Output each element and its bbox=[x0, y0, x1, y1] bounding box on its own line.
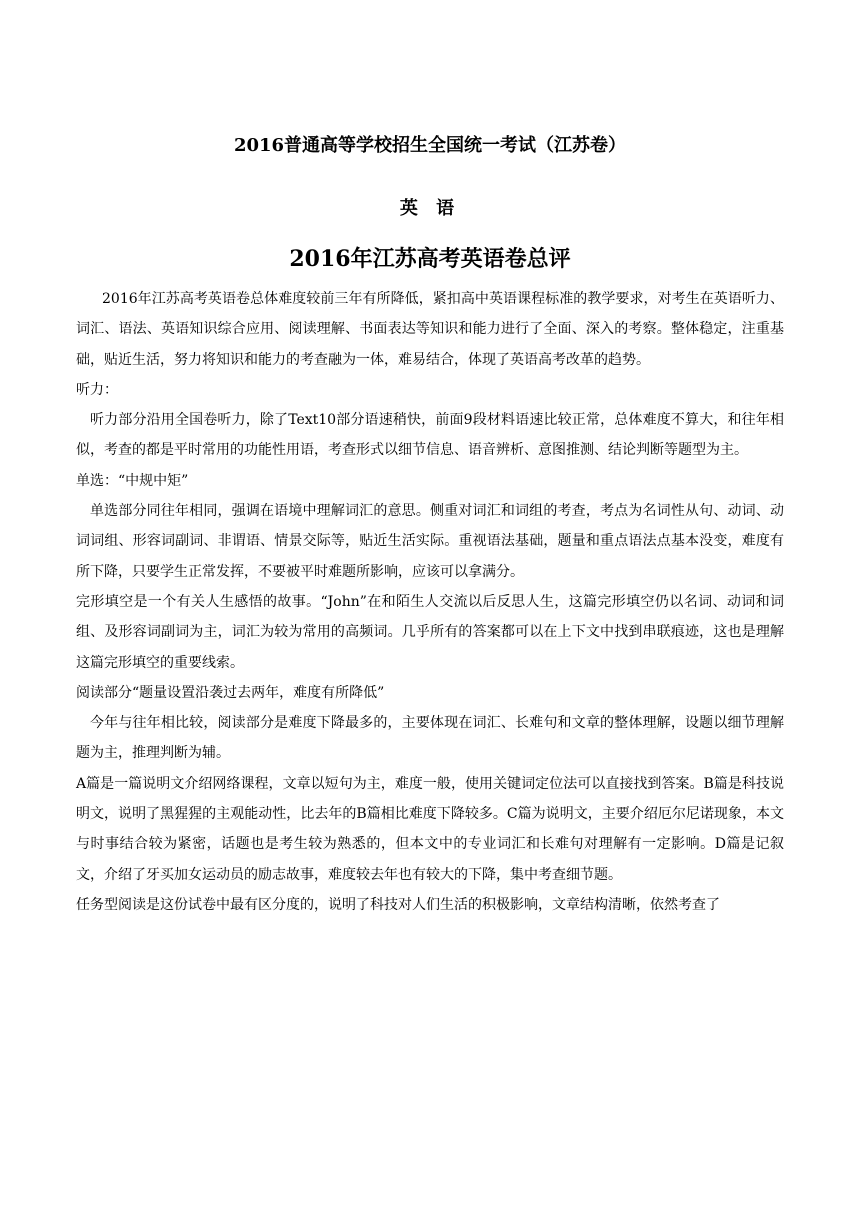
section-heading-single-choice: 单选：“中规中矩” bbox=[76, 472, 189, 489]
paragraph-reading-passages: A篇是一篇说明文介绍网络课程，文章以短句为主，难度一般，使用关键词定位法可以直接找到答案。B篇是科技说明文，说明了黑猩猩的主观能动性，比去年的B篇相比难度下降较多。C篇为说明文，主要介绍厄尔尼诺现象，本文与时事结合较为紧密，话题也是考生较为熟悉的，但本文中的专业词汇和长难句对理解有一定影响。D篇是记叙文，介绍了牙买加女运动员的励志故事，难度较去年也有较大的下降，集中考查细节题。 bbox=[76, 775, 784, 883]
exam-title: 2016普通高等学校招生全国统一考试（江苏卷） bbox=[233, 135, 627, 156]
paragraph-reading-overview: 今年与往年相比较，阅读部分是难度下降最多的，主要体现在词汇、长难句和文章的整体理解，设题以细节理解题为主，推理判断为辅。 bbox=[76, 715, 784, 762]
paragraph-listening: 听力部分沿用全国卷听力，除了Text10部分语速稍快，前面9段材料语速比较正常，总体难度不算大，和往年相似，考查的都是平时常用的功能性用语，考查形式以细节信息、语音辨析、意图推测、结论判断等题型为主。 bbox=[76, 412, 784, 459]
subject-heading: 英 语 bbox=[399, 198, 461, 219]
paragraph-single-choice: 单选部分同往年相同，强调在语境中理解词汇的意思。侧重对词汇和词组的考查，考点为名词性从句、动词、动词词组、形容词副词、非谓语、情景交际等，贴近生活实际。重视语法基础，题量和重点语法点基本没变，难度有所下降，只要学生正常发挥，不要被平时难题所影响，应该可以拿满分。 bbox=[76, 503, 784, 580]
section-heading-reading: 阅读部分“题量设置沿袭过去两年，难度有所降低” bbox=[76, 684, 385, 701]
paragraph-task-reading: 任务型阅读是这份试卷中最有区分度的，说明了科技对人们生活的积极影响，文章结构清晰，依然考查了 bbox=[76, 896, 720, 913]
paragraph-cloze: 完形填空是一个有关人生感悟的故事。“John”在和陌生人交流以后反思人生，这篇完形填空仍以名词、动词和词组、及形容词副词为主，词汇为较为常用的高频词。几乎所有的答案都可以在上下文中找到串联痕迹，这也是理解这篇完形填空的重要线索。 bbox=[76, 593, 784, 671]
document-body bbox=[76, 284, 784, 920]
section-heading-listening: 听力： bbox=[76, 381, 118, 398]
paragraph-intro: 2016年江苏高考英语卷总体难度较前三年有所降低，紧扣高中英语课程标准的教学要求，对考生在英语听力、词汇、语法、英语知识综合应用、阅读理解、书面表达等知识和能力进行了全面、深入的考察。整体稳定，注重基础，贴近生活，努力将知识和能力的考查融为一体，难易结合，体现了英语高考改革的趋势。 bbox=[76, 291, 784, 368]
review-title: 2016年江苏高考英语卷总评 bbox=[289, 246, 571, 272]
